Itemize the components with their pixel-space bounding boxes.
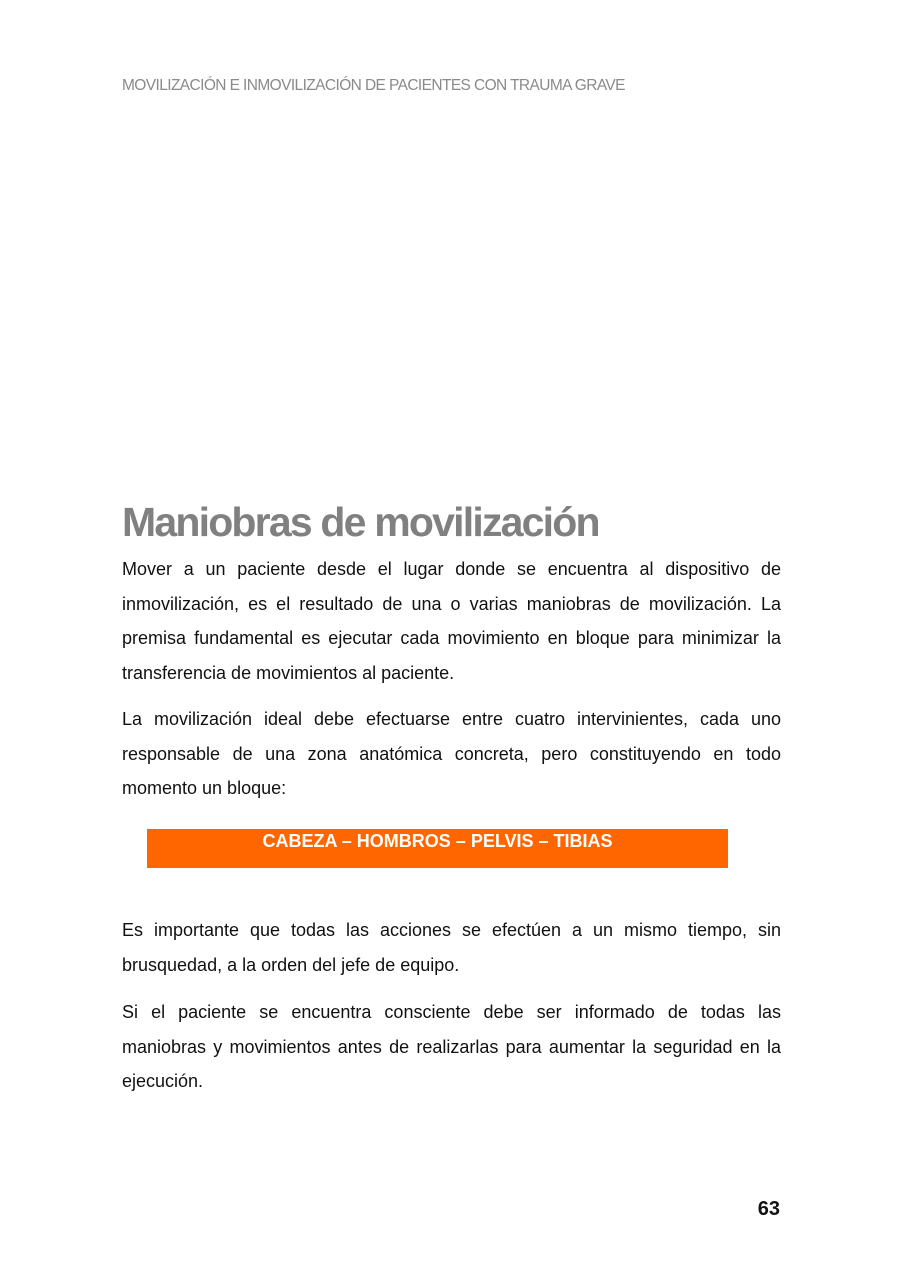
body-zones-banner: CABEZA – HOMBROS – PELVIS – TIBIAS	[147, 829, 728, 868]
page-number: 63	[757, 1198, 780, 1220]
paragraph-intro: Mover a un paciente desde el lugar donde se encuentra al dispositivo de inmovilización, es el resultado de una o varias maniobras de movilización. La premisa fundamental es ejecutar cada movimiento en bloque para minimizar la transferencia de movimientos al paciente.	[122, 559, 781, 683]
paragraph-four-responders: La movilización ideal debe efectuarse entre cuatro intervinientes, cada uno responsable de una zona anatómica concreta, pero constituyendo en todo momento un bloque:	[122, 709, 781, 798]
running-header: MOVILIZACIÓN E INMOVILIZACIÓN DE PACIENTES CON TRAUMA GRAVE	[122, 77, 625, 94]
paragraph-simultaneous-actions: Es importante que todas las acciones se efectúen a un mismo tiempo, sin brusquedad, a la orden del jefe de equipo.	[122, 920, 781, 975]
section-title: Maniobras de movilización	[122, 499, 599, 545]
paragraph-conscious-patient: Si el paciente se encuentra consciente debe ser informado de todas las maniobras y movimientos antes de realizarlas para aumentar la seguridad en la ejecución.	[122, 1002, 781, 1091]
